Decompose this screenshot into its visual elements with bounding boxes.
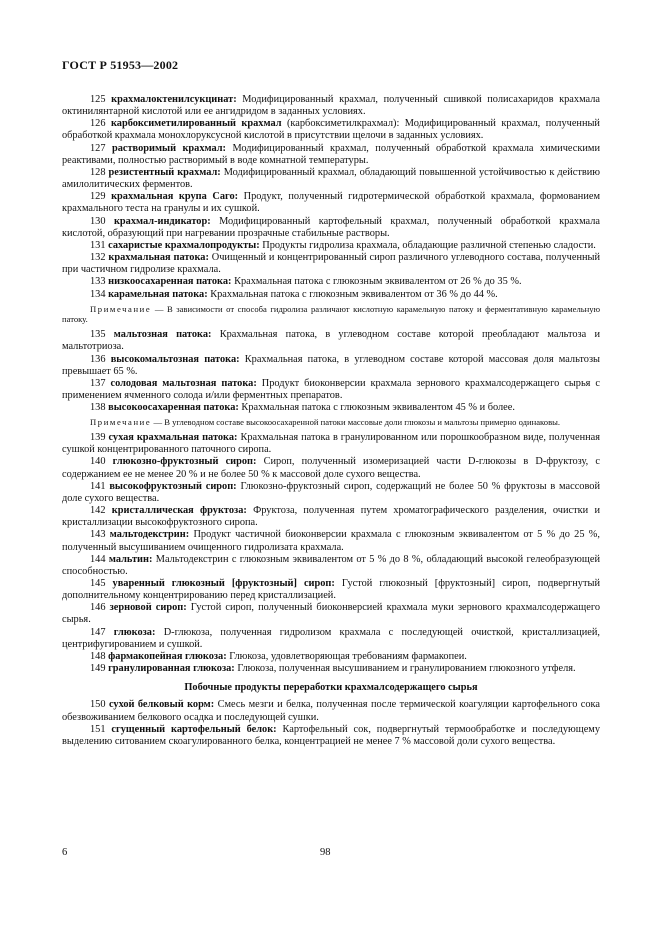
term-entry: [62, 276, 600, 288]
term-definition: Продукт, полученный гидротермической обработкой крахмала, формованием крахмального теста на гранулы и их сушкой.: [62, 191, 600, 215]
entries-group-b: [62, 329, 600, 414]
note-text: — В углеводном составе высокоосахаренной патоки массовые доли глюкозы и мальтозы примерно одинаковы.: [151, 417, 561, 428]
entry-number: 127: [90, 142, 106, 154]
term-entry: [62, 216, 600, 240]
term-name: сухая крахмальная патока:: [108, 432, 238, 444]
entry-number: 128: [90, 166, 106, 178]
term-name: карбоксиметилированный крахмал: [110, 118, 282, 130]
entry-number: 139: [90, 432, 106, 444]
term-entry: [62, 699, 600, 723]
entry-number: 143: [90, 529, 106, 541]
page-number-center: 98: [320, 847, 331, 858]
entry-number: 131: [90, 239, 106, 251]
term-definition: (карбоксиметилкрахмал): Модифицированный крахмал, полученный обработкой крахмала монохлоруксусной кислотой в присутствии щелочи в заданных условиях.: [62, 118, 600, 142]
term-name: глюкозно-фруктозный сироп:: [112, 456, 257, 468]
entry-number: 146: [90, 602, 106, 614]
term-definition: Крахмальная патока с глюкозным эквивалентом от 26 % до 35 %.: [234, 276, 522, 288]
term-definition: Продукт биоконверсии крахмала зернового крахмалсодержащего сырья с применением ячменного солода и/или ферментных препаратов.: [62, 377, 600, 402]
term-definition: Модифицированный крахмал, обладающий повышенной устойчивостью к действию амилолитических ферментов.: [62, 166, 600, 191]
term-name: сгущенный картофельный белок:: [111, 723, 277, 735]
entry-number: 136: [90, 353, 106, 365]
term-entry: [62, 602, 600, 626]
term-entry: [62, 432, 600, 456]
term-name: глюкоза:: [113, 626, 156, 638]
term-definition: Фруктоза, полученная путем хроматографического разделения, очистки и кристаллизации высокофруктозного сиропа.: [62, 505, 600, 529]
term-entry: [62, 651, 600, 663]
section-heading: Побочные продукты переработки крахмалсодержащего сырья: [184, 682, 478, 694]
term-entry: [62, 329, 600, 353]
term-entry: [62, 456, 600, 480]
entries-group-c: [62, 432, 600, 675]
term-name: сахаристые крахмалопродукты:: [108, 239, 260, 251]
term-definition: Модифицированный крахмал, полученный обработкой крахмала химическими реактивами, полностью растворимый в воде комнатной температуры.: [62, 142, 601, 166]
term-name: гранулированная глюкоза:: [108, 663, 235, 675]
term-entry: [62, 724, 600, 748]
term-name: низкоосахаренная патока:: [108, 276, 232, 288]
term-name: солодовая мальтозная патока:: [110, 377, 257, 389]
term-name: кристаллическая фруктоза:: [111, 505, 247, 517]
entry-number: 148: [90, 650, 106, 662]
note: [62, 304, 600, 326]
term-entry: [62, 94, 600, 118]
term-definition: Сироп, полученный изомеризацией части D-глюкозы в D-фруктозу, с содержанием ее не менее 20 % и не более 50 % к массовой доле сухого вещества.: [62, 456, 600, 480]
entry-number: 135: [90, 329, 106, 341]
entry-number: 137: [90, 377, 106, 389]
term-definition: Глюкоза, удовлетворяющая требованиям фармакопеи.: [229, 650, 467, 662]
term-definition: Крахмальная патока с глюкозным эквивалентом 45 % и более.: [241, 402, 515, 414]
term-name: карамельная патока:: [108, 288, 208, 300]
term-definition: Крахмальная патока, в углеводном составе которой преобладают мальтоза и мальтотриоза.: [62, 329, 600, 353]
term-definition: Продукт частичной биоконверсии крахмала с глюкозным эквивалентом от 5 % до 25 %, полученный высушиванием очищенного гидролизата крахмала.: [62, 529, 600, 553]
term-entry: [62, 289, 600, 301]
term-name: резистентный крахмал:: [108, 166, 221, 178]
entry-number: 141: [90, 480, 106, 492]
entry-number: 140: [90, 456, 106, 468]
term-entry: [62, 481, 600, 505]
term-definition: Густой глюкозный [фруктозный] сироп, подвергнутый дополнительному концентрированию перед кристаллизацией.: [62, 578, 600, 602]
term-definition: Мальтодекстрин с глюкозным эквивалентом от 5 % до 8 %, обладающий высокой гелеобразующей способностью.: [62, 553, 600, 577]
term-definition: Глюкозно-фруктозный сироп, содержащий не более 50 % фруктозы в массовой доле сухого вещества.: [62, 480, 600, 504]
note-label: Примечание: [90, 303, 152, 314]
term-name: растворимый крахмал:: [111, 142, 226, 154]
note: [62, 417, 600, 428]
entry-number: 144: [90, 553, 106, 565]
term-definition: Густой сироп, полученный биоконверсией крахмала муки зернового крахмалсодержащего сырья.: [62, 602, 600, 626]
term-entry: [62, 578, 600, 602]
entry-number: 133: [90, 276, 106, 288]
entry-number: 126: [90, 118, 106, 130]
document-body: [62, 94, 600, 748]
term-name: высокомальтозная патока:: [110, 353, 240, 365]
term-entry: [62, 354, 600, 378]
term-name: крахмалоктенилсукцинат:: [111, 94, 237, 105]
term-entry: [62, 529, 600, 553]
term-name: уваренный глюкозный [фруктозный] сироп:: [112, 578, 335, 590]
term-entry: [62, 554, 600, 578]
term-name: мальтодекстрин:: [109, 529, 190, 541]
term-entry: [62, 167, 600, 191]
term-name: мальтозная патока:: [113, 329, 212, 341]
entry-number: 130: [90, 215, 106, 227]
entry-number: 145: [90, 578, 106, 590]
term-name: крахмал-индикатор:: [113, 215, 211, 227]
term-name: высокофруктозный сироп:: [109, 480, 237, 492]
term-name: высокоосахаренная патока:: [108, 402, 239, 414]
term-name: зерновой сироп:: [109, 602, 187, 614]
term-entry: [62, 627, 600, 651]
entry-number: 150: [90, 699, 106, 711]
term-definition: D-глюкоза, полученная гидролизом крахмала с последующей очисткой, кристаллизацией, центрифугированием и сушкой.: [62, 626, 600, 650]
term-entry: [62, 191, 600, 215]
page-number-left: 6: [62, 847, 68, 858]
term-definition: Крахмальная патока, в углеводном составе которой массовая доля мальтозы превышает 65 %.: [62, 353, 601, 377]
term-definition: Смесь мезги и белка, полученная после термической коагуляции картофельного сока обезвоживанием белкового осадка и последующей сушки.: [62, 699, 601, 723]
term-definition: Картофельный сок, подвергнутый термообработке и последующему выделению ситованием скоагулированного белка, концентрацией не менее 7 % массовой доли сухого вещества.: [62, 723, 600, 747]
note-text: — В зависимости от способа гидролиза различают кислотную карамельную патоку и ферментативную карамельную патоку.: [62, 303, 600, 325]
term-entry: [62, 402, 600, 414]
term-entry: [62, 252, 600, 276]
term-definition: Крахмальная патока в гранулированном или порошкообразном виде, полученная сушкой концентрированного паточного сиропа.: [62, 432, 601, 456]
term-definition: Модифицированный крахмал, полученный сшивкой полисахаридов крахмала октинилянтарной кислотой или ее ангидридом в заданных условиях.: [62, 94, 600, 118]
term-name: крахмальная крупа Саго:: [111, 191, 239, 203]
entries-group-d: [62, 699, 600, 748]
term-name: сухой белковый корм:: [108, 699, 215, 711]
entry-number: 125: [90, 94, 106, 105]
term-definition: Продукты гидролиза крахмала, обладающие различной степенью сладости.: [262, 239, 596, 251]
entries-group-a: [62, 94, 600, 301]
entry-number: 134: [90, 288, 106, 300]
note-label: Примечание: [90, 417, 152, 428]
term-definition: Глюкоза, полученная высушиванием и гранулированием глюкозного утфеля.: [237, 663, 576, 675]
term-entry: [62, 143, 600, 167]
page-header: ГОСТ Р 51953—2002: [62, 58, 179, 72]
term-entry: [62, 118, 600, 142]
entry-number: 138: [90, 402, 106, 414]
entry-number: 129: [90, 191, 106, 203]
term-definition: Модифицированный картофельный крахмал, полученный обработкой крахмала кислотой, образующий при нагревании прозрачные стабильные растворы.: [62, 215, 600, 239]
entry-number: 132: [90, 252, 106, 264]
term-name: крахмальная патока:: [108, 252, 209, 264]
entry-number: 147: [90, 626, 106, 638]
entry-number: 151: [90, 723, 106, 735]
entry-number: 149: [90, 663, 106, 675]
term-definition: Крахмальная патока с глюкозным эквивалентом от 36 % до 44 %.: [210, 288, 498, 300]
term-name: мальтин:: [108, 553, 153, 565]
term-entry: [62, 663, 600, 675]
term-definition: Очищенный и концентрированный сироп различного углеводного состава, полученный при частичном гидролизе крахмала.: [62, 252, 600, 276]
term-entry: [62, 240, 600, 252]
term-entry: [62, 378, 600, 402]
term-entry: [62, 505, 600, 529]
term-name: фармакопейная глюкоза:: [108, 650, 227, 662]
entry-number: 142: [90, 505, 106, 517]
